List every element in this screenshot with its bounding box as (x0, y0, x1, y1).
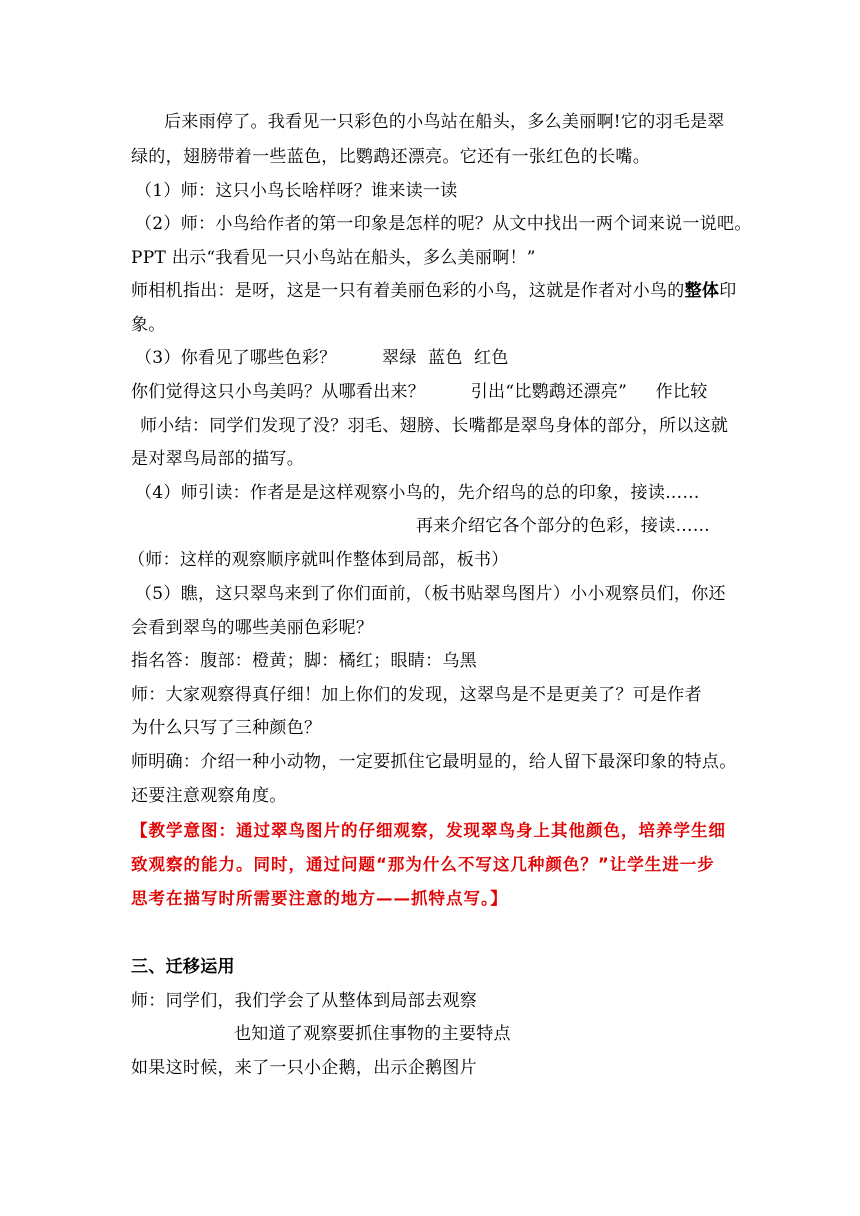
teaching-intent-line: 思考在描写时所需要注意的地方——抓特点写。】 (131, 889, 508, 908)
paragraph-line: 绿的，翅膀带着一些蓝色，比鹦鹉还漂亮。它还有一张红色的长嘴。 (131, 147, 650, 167)
paragraph-line (131, 279, 737, 303)
bold-keyword: 整体 (684, 281, 720, 301)
paragraph-line: 后来雨停了。我看见一只彩色的小鸟站在船头，多么美丽啊!它的羽毛是翠 (164, 112, 725, 132)
paragraph-line: （3）你看见了哪些色彩？ 翠绿 蓝色 红色 (135, 348, 509, 368)
teaching-intent-line: 致观察的能力。同时，通过问题“那为什么不写这几种颜色？”让学生进一步 (131, 855, 715, 874)
teaching-intent-line: 【教学意图：通过翠鸟图片的仔细观察，发现翠鸟身上其他颜色，培养学生细 (131, 821, 726, 840)
paragraph-line: 还要注意观察角度。 (131, 786, 287, 806)
paragraph-line: 为什么只写了三种颜色？ (131, 718, 322, 738)
paragraph-line: 再来介绍它各个部分的色彩，接读…… (416, 516, 711, 536)
text-segment: 印 (719, 281, 737, 301)
paragraph-line: 师：同学们，我们学会了从整体到局部去观察 (131, 991, 477, 1011)
paragraph-line: （2）师：小鸟给作者的第一印象是怎样的呢？从文中找出一两个词来说一说吧。 (135, 214, 752, 234)
paragraph-line: 师：大家观察得真仔细！加上你们的发现，这翠鸟是不是更美了？可是作者 (131, 685, 702, 705)
paragraph-line: 师小结：同学们发现了没？羽毛、翅膀、长嘴都是翠鸟身体的部分，所以这就 (140, 416, 729, 436)
paragraph-line: （1）师：这只小鸟长啥样呀？谁来读一读 (135, 181, 458, 201)
paragraph-line: 师明确：介绍一种小动物，一定要抓住它最明显的，给人留下最深印象的特点。 (131, 752, 737, 772)
paragraph-line: （4）师引读：作者是是这样观察小鸟的，先介绍鸟的总的印象，接读…… (135, 483, 700, 503)
paragraph-line: 指名答：腹部：橙黄；脚：橘红；眼睛：乌黑 (131, 651, 477, 671)
paragraph-line: （5）瞧，这只翠鸟来到了你们面前，（板书贴翠鸟图片）小小观察员们，你还 (135, 584, 726, 604)
paragraph-line: 会看到翠鸟的哪些美丽色彩呢？ (131, 618, 374, 638)
paragraph-line: 象。 (131, 315, 166, 335)
paragraph-line: 如果这时候，来了一只小企鹅，出示企鹅图片 (131, 1058, 477, 1078)
text-segment: 师相机指出：是呀，这是一只有着美丽色彩的小鸟，这就是作者对小鸟的 (131, 281, 685, 301)
paragraph-line: （师：这样的观察顺序就叫作整体到局部，板书） (128, 550, 509, 570)
paragraph-line: 你们觉得这只小鸟美吗？从哪看出来？ 引出“比鹦鹉还漂亮” 作比较 (131, 382, 708, 402)
paragraph-line: 是对翠鸟局部的描写。 (131, 449, 304, 469)
paragraph-line: PPT 出示“我看见一只小鸟站在船头，多么美丽啊！” (131, 248, 536, 268)
paragraph-line: 也知道了观察要抓住事物的主要特点 (234, 1024, 511, 1044)
section-heading: 三、迁移运用 (131, 957, 235, 977)
